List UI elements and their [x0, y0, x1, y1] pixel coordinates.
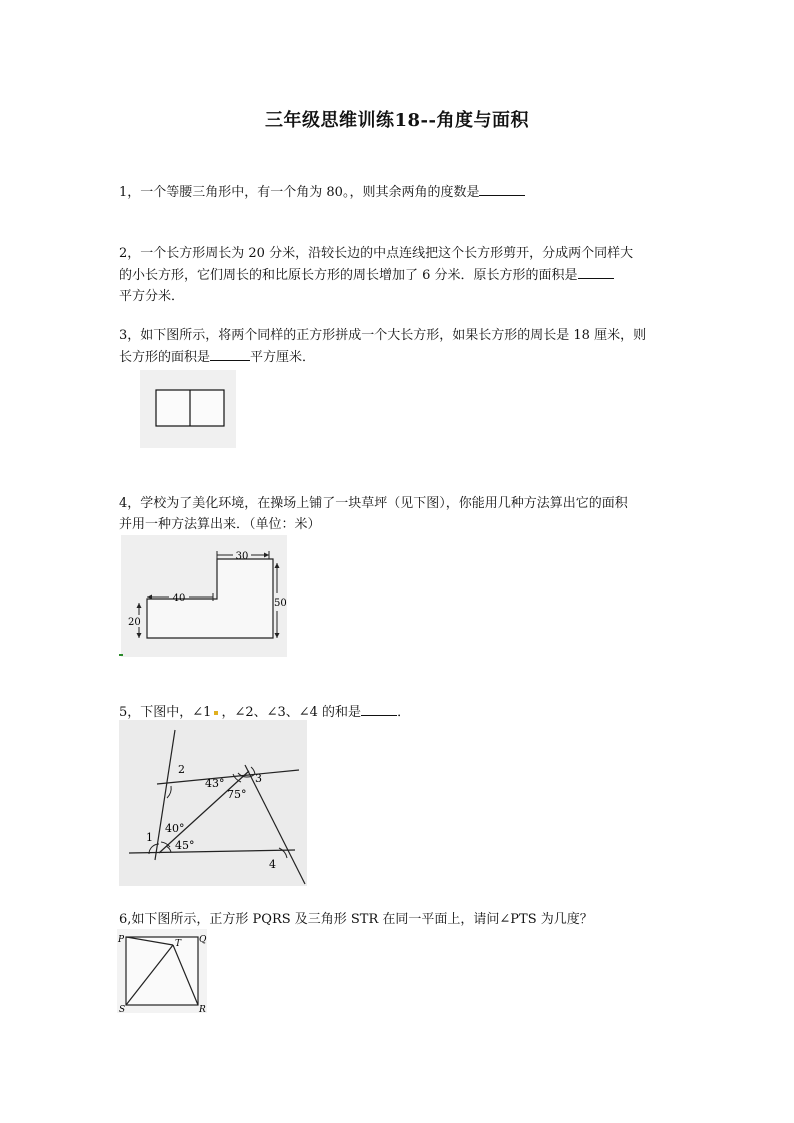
question-3-line-1: 3，如下图所示，将两个同样的正方形拼成一个大长方形，如果长方形的周长是 18 厘米，则 — [119, 328, 647, 343]
angle-label-1: 1 — [146, 831, 153, 844]
vertex-label-p: P — [118, 935, 125, 945]
question-2 — [119, 243, 679, 307]
question-4 — [119, 493, 679, 535]
question-6-text: 6,如下图所示，正方形 PQRS 及三角形 STR 在同一平面上，请问∠PTS 为几度？ — [119, 912, 593, 927]
answer-blank — [479, 181, 525, 196]
vertex-label-t: T — [175, 939, 182, 949]
yellow-mark — [214, 711, 218, 715]
question-2-line-1: 2，一个长方形周长为 20 分米，沿较长边的中点连线把这个长方形剪开，分成两个同样大 — [119, 246, 634, 261]
angles-figure — [119, 720, 307, 886]
question-3-line-2: 长方形的面积是 平方厘米． — [119, 346, 679, 368]
question-2-line-2: 的小长方形，它们周长的和比原长方形的周长增加了 6 分米．原长方形的面积是 — [119, 264, 679, 286]
angle-label-3: 3 — [255, 772, 262, 785]
angle-label-75: 75° — [227, 788, 247, 801]
angle-label-2: 2 — [178, 763, 185, 776]
answer-blank — [210, 346, 250, 361]
square-triangle-figure — [117, 929, 207, 1013]
question-1 — [119, 181, 679, 203]
question-6 — [119, 909, 679, 930]
lawn-figure — [121, 535, 287, 657]
dimension-label-20: 20 — [128, 617, 141, 628]
question-5: 5，下图中，∠1 ，∠2、∠3、∠4 的和是 ． — [119, 701, 679, 723]
dimension-label-40: 40 — [172, 593, 186, 604]
green-mark — [119, 654, 123, 656]
question-2-line-3: 平方分米． — [119, 289, 185, 304]
vertex-label-q: Q — [199, 935, 207, 945]
dimension-label-50: 50 — [274, 598, 287, 609]
question-4-line-2: 并用一种方法算出来．（单位：米） — [119, 517, 321, 532]
angle-label-40: 40° — [165, 822, 185, 835]
question-4-line-1: 4，学校为了美化环境，在操场上铺了一块草坪（见下图），你能用几种方法算出它的面积 — [119, 496, 628, 511]
two-squares-figure — [140, 370, 236, 448]
answer-blank — [578, 264, 614, 279]
vertex-label-s: S — [119, 1005, 126, 1013]
vertex-label-r: R — [199, 1005, 206, 1013]
dimension-label-30: 30 — [235, 551, 249, 562]
question-5-text-a: 5，下图中，∠1 — [119, 705, 212, 720]
answer-blank — [361, 701, 397, 716]
angle-label-45: 45° — [175, 839, 195, 852]
question-5-text-b: ，∠2、∠3、∠4 的和是 — [221, 705, 362, 720]
question-1-text: 1，一个等腰三角形中，有一个角为 80。，则其余两角的度数是 — [119, 185, 480, 200]
angle-label-43: 43° — [205, 777, 225, 790]
page-title: 三年级思维训练18--角度与面积 — [265, 110, 529, 131]
angle-label-4: 4 — [269, 858, 276, 871]
question-3 — [119, 325, 679, 368]
